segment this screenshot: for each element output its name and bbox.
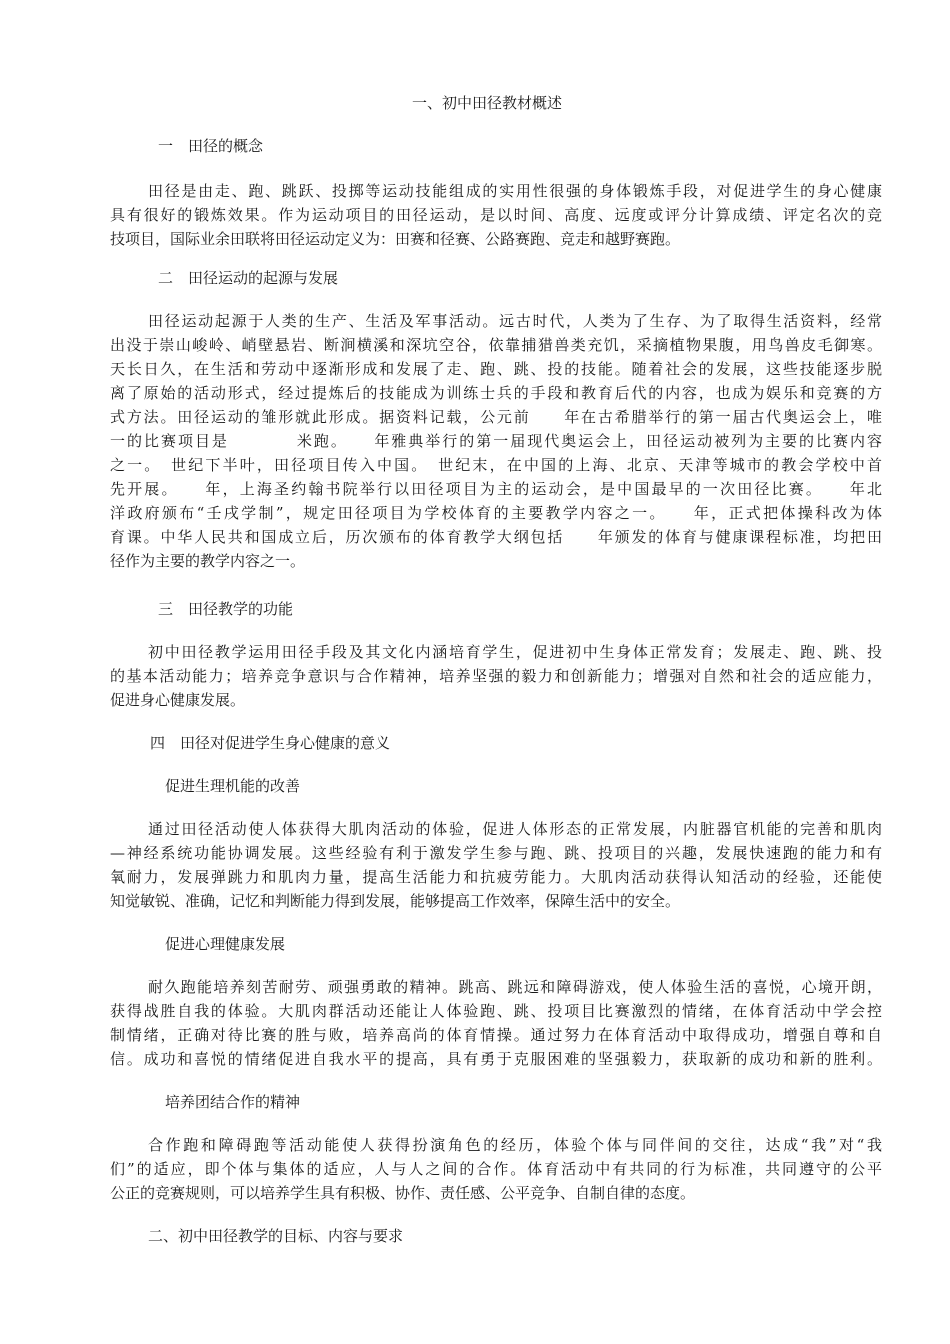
section-heading: 一 田径的概念 xyxy=(158,137,264,155)
paragraph-line: 田径运动起源于人类的生产、生活及军事活动。远古时代，人类为了生存、为了取得生活资料，经常 xyxy=(148,312,882,330)
paragraph-line: 合作跑和障碍跑等活动能使人获得扮演角色的经历，体验个体与同伴间的交往，达成“我”对“我 xyxy=(148,1136,882,1154)
subsection-heading: 培养团结合作的精神 xyxy=(165,1093,301,1111)
paragraph-line: 耐久跑能培养刻苦耐劳、顽强勇敢的精神。跳高、跳远和障碍游戏，使人体验生活的喜悦，心境开朗， xyxy=(148,978,882,996)
paragraph-line: 一的比赛项目是 米跑。 年雅典举行的第一届现代奥运会上，田径运动被列为主要的比赛内容 xyxy=(110,432,882,450)
section-heading: 二 田径运动的起源与发展 xyxy=(158,269,339,287)
paragraph-line: 促进身心健康发展。 xyxy=(110,691,246,709)
paragraph-line: 通过田径活动使人体获得大肌肉活动的体验，促进人体形态的正常发展，内脏器官机能的完善和肌肉 xyxy=(148,820,882,838)
paragraph-line: 具有很好的锻炼效果。作为运动项目的田径运动，是以时间、高度、远度或评分计算成绩、评定名次的竞 xyxy=(110,206,882,224)
paragraph-line: 离了原始的活动形式，经过提炼后的技能成为训练士兵的手段和教育后代的内容，也成为娱乐和竞赛的方 xyxy=(110,384,882,402)
paragraph-line: 知觉敏锐、准确，记忆和判断能力得到发展，能够提高工作效率，保障生活中的安全。 xyxy=(110,892,681,910)
paragraph-line: 径作为主要的教学内容之一。 xyxy=(110,552,306,570)
section-heading: 四 田径对促进学生身心健康的意义 xyxy=(150,734,391,752)
page-title: 一、初中田径教材概述 xyxy=(412,94,563,112)
paragraph-line: 的基本活动能力；培养竞争意识与合作精神，培养坚强的毅力和创新能力；增强对自然和社会的适应能力， xyxy=(110,667,882,685)
chapter-title: 二、初中田径教学的目标、内容与要求 xyxy=(148,1227,404,1245)
paragraph-line: —神经系统功能协调发展。这些经验有利于激发学生参与跑、跳、投项目的兴趣，发展快速跑的能力和有 xyxy=(110,844,882,862)
subsection-heading: 促进生理机能的改善 xyxy=(165,777,301,795)
paragraph-line: 初中田径教学运用田径手段及其文化内涵培育学生，促进初中生身体正常发育；发展走、跑、跳、投 xyxy=(148,643,882,661)
section-heading: 三 田径教学的功能 xyxy=(158,600,294,618)
paragraph-line: 氧耐力，发展弹跳力和肌肉力量，提高生活能力和抗疲劳能力。大肌肉活动获得认知活动的经验，还能使 xyxy=(110,868,882,886)
paragraph-line: 制情绪，正确对待比赛的胜与败，培养高尚的体育情操。通过努力在体育活动中取得成功，增强自尊和自 xyxy=(110,1026,882,1044)
paragraph-line: 之一。 世纪下半叶，田径项目传入中国。 世纪末，在中国的上海、北京、天津等城市的教会学校中首 xyxy=(110,456,882,474)
subsection-heading: 促进心理健康发展 xyxy=(165,935,286,953)
paragraph-line: 育课。中华人民共和国成立后，历次颁布的体育教学大纲包括 年颁发的体育与健康课程标准，均把田 xyxy=(110,528,882,546)
paragraph-line: 公正的竞赛规则，可以培养学生具有积极、协作、责任感、公平竞争、自制自律的态度。 xyxy=(110,1184,696,1202)
paragraph-line: 获得战胜自我的体验。大肌肉群活动还能让人体验跑、跳、投项目比赛激烈的情绪，在体育活动中学会控 xyxy=(110,1002,882,1020)
paragraph-line: 出没于崇山峻岭、峭壁悬岩、断涧横溪和深坑空谷，依靠捕猎兽类充饥，采摘植物果腹，用鸟兽皮毛御寒。 xyxy=(110,336,882,354)
paragraph-line: 技项目，国际业余田联将田径运动定义为：田赛和径赛、公路赛跑、竞走和越野赛跑。 xyxy=(110,230,681,248)
paragraph-line: 式方法。田径运动的雏形就此形成。据资料记载，公元前 年在古希腊举行的第一届古代奥运会上，唯 xyxy=(110,408,882,426)
paragraph-line: 信。成功和喜悦的情绪促进自我水平的提高，具有勇于克服困难的坚强毅力，获取新的成功和新的胜利。 xyxy=(110,1050,882,1068)
paragraph-line: 们”的适应，即个体与集体的适应，人与人之间的合作。体育活动中有共同的行为标准，共同遵守的公平 xyxy=(110,1160,882,1178)
paragraph-line: 田径是由走、跑、跳跃、投掷等运动技能组成的实用性很强的身体锻炼手段，对促进学生的身心健康 xyxy=(148,182,882,200)
paragraph-line: 天长日久，在生活和劳动中逐渐形成和发展了走、跑、跳、投的技能。随着社会的发展，这些技能逐步脱 xyxy=(110,360,882,378)
paragraph-line: 先开展。 年，上海圣约翰书院举行以田径项目为主的运动会，是中国最早的一次田径比赛。 年北 xyxy=(110,480,882,498)
paragraph-line: 洋政府颁布“壬戌学制”，规定田径项目为学校体育的主要教学内容之一。 年，正式把体操科改为体 xyxy=(110,504,882,522)
